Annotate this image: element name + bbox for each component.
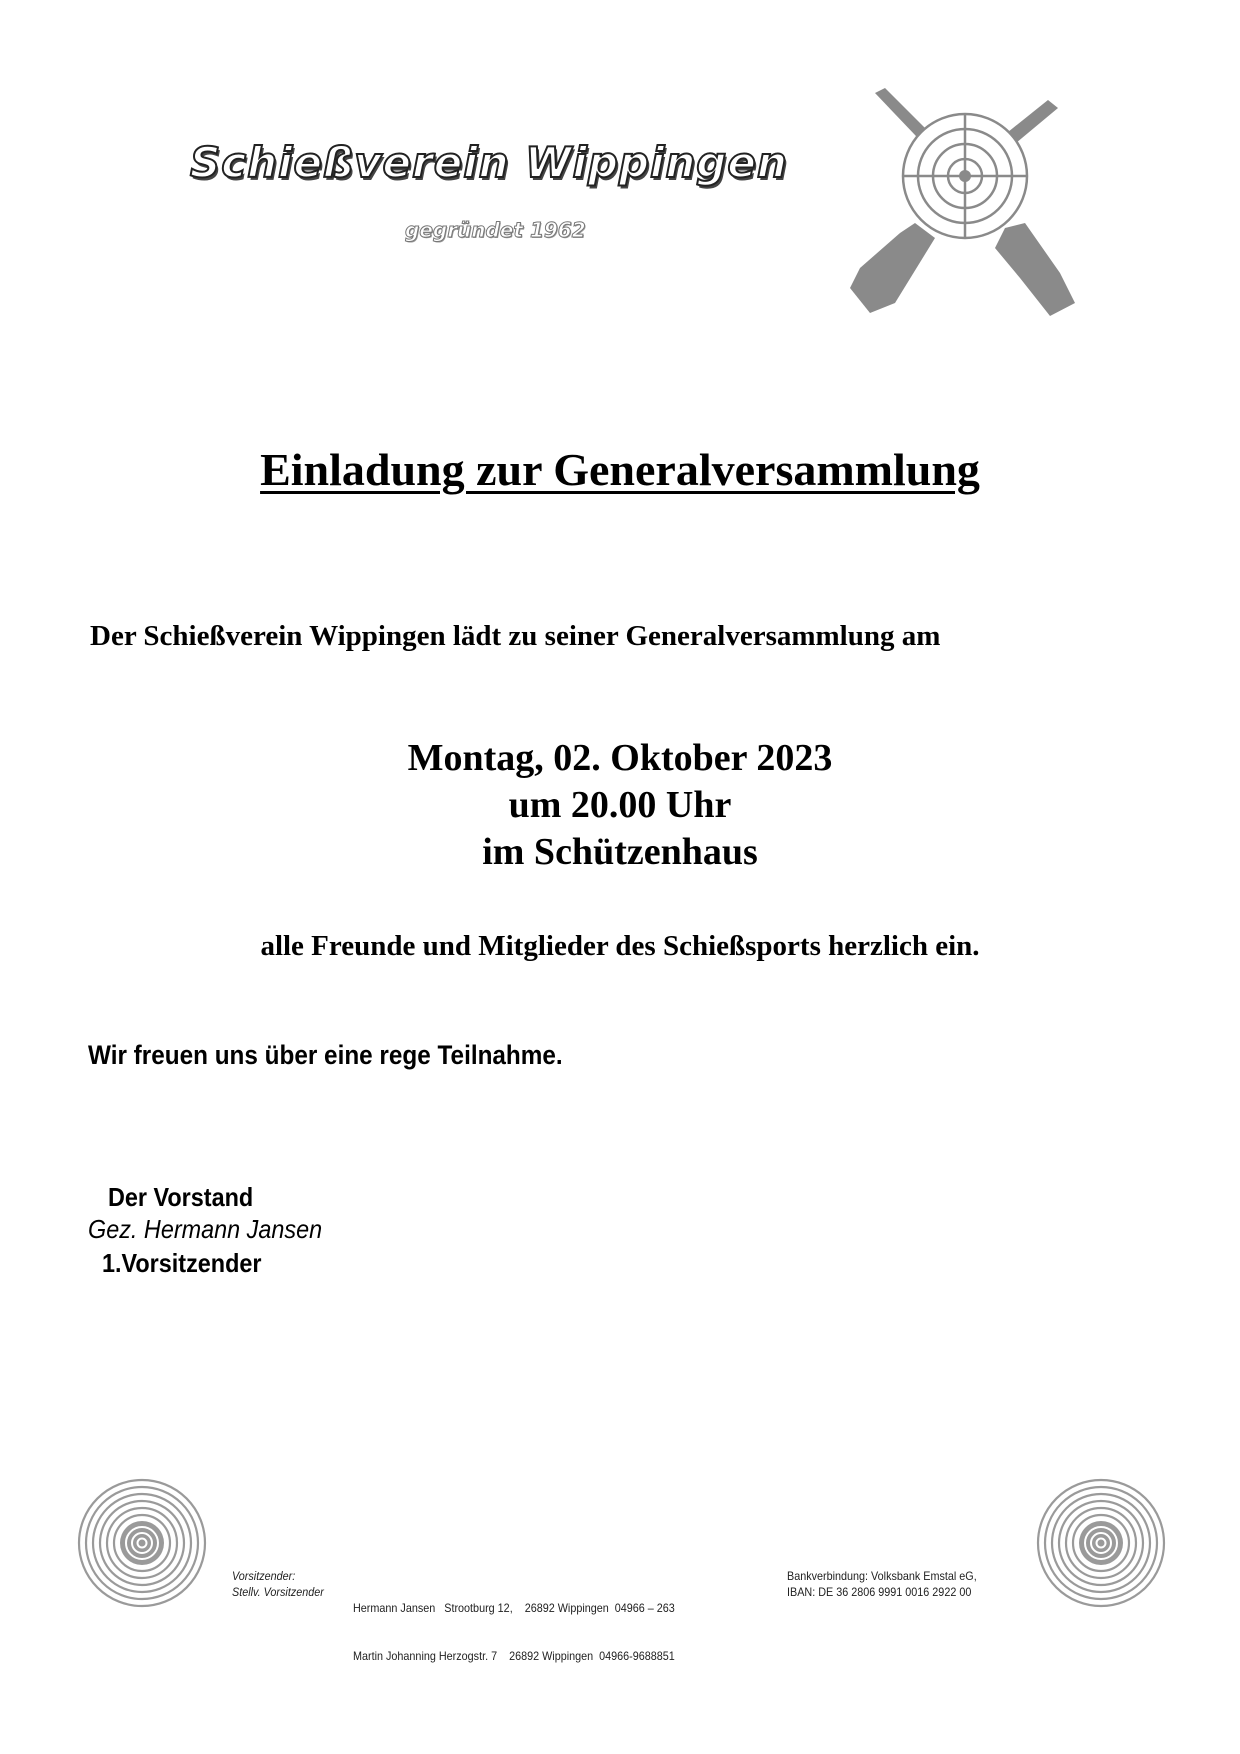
event-date: Montag, 02. Oktober 2023 xyxy=(407,737,833,779)
event-time: um 20.00 Uhr xyxy=(508,784,732,826)
closing-text: Wir freuen uns über eine rege Teilnahme. xyxy=(88,1040,563,1070)
footer-contact-deputy: Martin Johanning Herzogstr. 7 26892 Wippingen 04966-9688851 xyxy=(353,1649,675,1663)
target-rings-icon xyxy=(1036,1478,1166,1608)
founded-subtitle: gegründet 1962 xyxy=(405,218,586,242)
crossed-rifles-target-icon xyxy=(820,88,1110,328)
footer-contact-chair: Hermann Jansen Strootburg 12, 26892 Wippingen 04966 – 263 xyxy=(353,1601,675,1615)
event-details xyxy=(0,735,1240,876)
club-name-logo: Schießverein Wippingen xyxy=(190,138,788,187)
signature-name: Gez. Hermann Jansen xyxy=(88,1214,323,1244)
footer-bank-details xyxy=(787,1568,977,1600)
footer-contacts xyxy=(353,1568,675,1680)
footer-labels xyxy=(232,1568,324,1600)
intro-text: Der Schießverein Wippingen lädt zu seiner Generalversammlung am xyxy=(90,620,941,652)
target-rings-icon xyxy=(77,1478,207,1608)
event-location: im Schützenhaus xyxy=(482,831,758,873)
invite-text: alle Freunde und Mitglieder des Schießsports herzlich ein. xyxy=(260,930,980,962)
footer-label-chair: Vorsitzender: xyxy=(232,1569,296,1583)
bank-iban: IBAN: DE 36 2806 9991 0016 2922 00 xyxy=(787,1585,972,1599)
footer-label-deputy: Stellv. Vorsitzender xyxy=(232,1585,324,1599)
page-title: Einladung zur Generalversammlung xyxy=(260,444,980,495)
signature-role: 1.Vorsitzender xyxy=(102,1248,262,1278)
signature-board: Der Vorstand xyxy=(108,1182,254,1212)
bank-name: Bankverbindung: Volksbank Emstal eG, xyxy=(787,1569,977,1583)
